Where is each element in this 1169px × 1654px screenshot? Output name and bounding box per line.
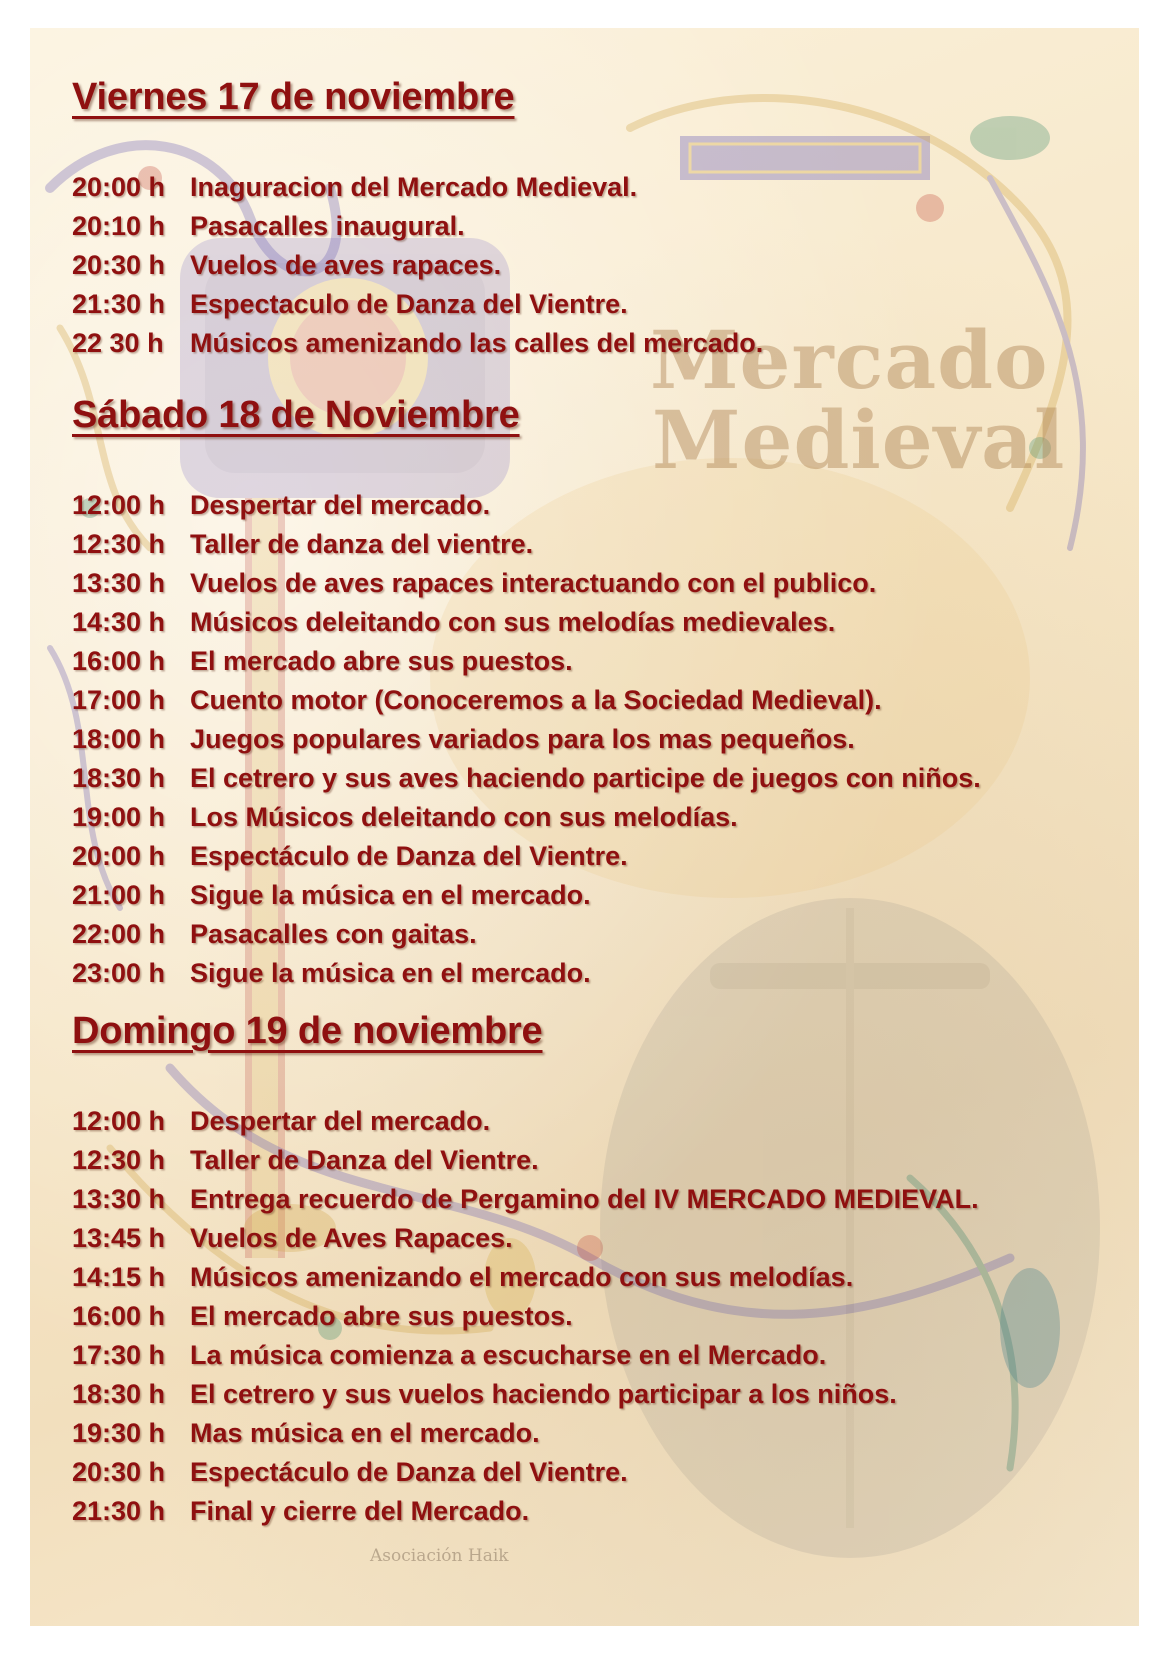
list-item [72,1297,979,1336]
list-item [72,285,763,324]
event-text: Vuelos de aves rapaces interactuando con el publico. [190,568,877,598]
event-time: 20:00 h [72,172,166,202]
event-text: El mercado abre sus puestos. [190,646,573,676]
list-item [72,324,763,363]
event-text: Juegos populares variados para los mas pequeños. [190,724,855,754]
list-item [72,1414,979,1453]
list-item [72,1492,979,1531]
day-title-sunday: Domingo 19 de noviembre [72,1010,543,1052]
event-text: Músicos deleitando con sus melodías medievales. [190,607,836,637]
watermark-line-1: Mercado [650,313,1049,407]
list-item [72,1180,979,1219]
event-time: 19:00 h [72,802,166,832]
event-time: 13:30 h [72,1184,166,1214]
event-text: La música comienza a escucharse en el Mercado. [190,1340,827,1370]
event-time: 21:30 h [72,289,166,319]
event-text: Los Músicos deleitando con sus melodías. [190,802,738,832]
list-item [72,876,981,915]
event-text: El cetrero y sus vuelos haciendo participar a los niños. [190,1379,897,1409]
list-item [72,642,981,681]
event-time: 14:15 h [72,1262,166,1292]
day-title-friday: Viernes 17 de noviembre [72,76,515,118]
event-time: 18:00 h [72,724,166,754]
event-time: 20:30 h [72,250,166,280]
event-time: 23:00 h [72,958,166,988]
event-time: 12:30 h [72,1145,166,1175]
event-time: 14:30 h [72,607,166,637]
event-text: Sigue la música en el mercado. [190,958,591,988]
list-item [72,720,981,759]
event-time: 20:10 h [72,211,166,241]
event-time: 16:00 h [72,646,166,676]
event-text: El cetrero y sus aves haciendo participe de juegos con niños. [190,763,981,793]
event-time: 12:30 h [72,529,166,559]
event-text: Sigue la música en el mercado. [190,880,591,910]
list-item [72,603,981,642]
day-title-saturday: Sábado 18 de Noviembre [72,394,520,436]
list-item [72,1102,979,1141]
list-item [72,1141,979,1180]
list-item [72,837,981,876]
event-time: 20:00 h [72,841,166,871]
event-text: Vuelos de aves rapaces. [190,250,502,280]
event-time: 13:30 h [72,568,166,598]
list-item [72,681,981,720]
event-text: Músicos amenizando las calles del mercado. [190,328,764,358]
event-text: Músicos amenizando el mercado con sus melodías. [190,1262,854,1292]
event-time: 22 30 h [72,328,164,358]
event-time: 12:00 h [72,490,166,520]
list-item [72,486,981,525]
list-item [72,168,763,207]
list-item [72,564,981,603]
event-text: Espectáculo de Danza del Vientre. [190,841,628,871]
event-text: Vuelos de Aves Rapaces. [190,1223,513,1253]
list-item [72,1336,979,1375]
list-item [72,954,981,993]
event-time: 17:30 h [72,1340,166,1370]
event-text: Espectáculo de Danza del Vientre. [190,1457,628,1487]
event-time: 16:00 h [72,1301,166,1331]
event-text: Despertar del mercado. [190,1106,491,1136]
event-time: 12:00 h [72,1106,166,1136]
parchment-poster [30,28,1139,1626]
event-time: 22:00 h [72,919,166,949]
watermark-line-2: Medieval [652,393,1066,487]
event-time: 19:30 h [72,1418,166,1448]
event-text: Entrega recuerdo de Pergamino del IV MERCADO MEDIEVAL. [190,1184,979,1214]
event-text: Espectaculo de Danza del Vientre. [190,289,628,319]
event-text: Mas música en el mercado. [190,1418,540,1448]
list-item [72,759,981,798]
event-time: 20:30 h [72,1457,166,1487]
list-item [72,1375,979,1414]
list-item [72,1453,979,1492]
event-text: Cuento motor (Conoceremos a la Sociedad Medieval). [190,685,882,715]
list-item [72,1219,979,1258]
list-item [72,798,981,837]
association-watermark: Asociación Haik [370,1546,509,1566]
event-list-friday [72,168,763,363]
event-time: 13:45 h [72,1223,166,1253]
event-time: 18:30 h [72,763,166,793]
list-item [72,525,981,564]
list-item [72,246,763,285]
event-text: Pasacalles inaugural. [190,211,465,241]
event-time: 17:00 h [72,685,166,715]
event-text: Taller de Danza del Vientre. [190,1145,539,1175]
list-item [72,207,763,246]
list-item [72,1258,979,1297]
event-list-sunday [72,1102,979,1531]
event-text: Inaguracion del Mercado Medieval. [190,172,638,202]
event-time: 21:30 h [72,1496,166,1526]
event-text: El mercado abre sus puestos. [190,1301,573,1331]
event-list-saturday [72,486,981,993]
event-text: Pasacalles con gaitas. [190,919,477,949]
list-item [72,915,981,954]
event-time: 18:30 h [72,1379,166,1409]
event-time: 21:00 h [72,880,166,910]
event-text: Final y cierre del Mercado. [190,1496,530,1526]
event-text: Despertar del mercado. [190,490,491,520]
event-text: Taller de danza del vientre. [190,529,534,559]
